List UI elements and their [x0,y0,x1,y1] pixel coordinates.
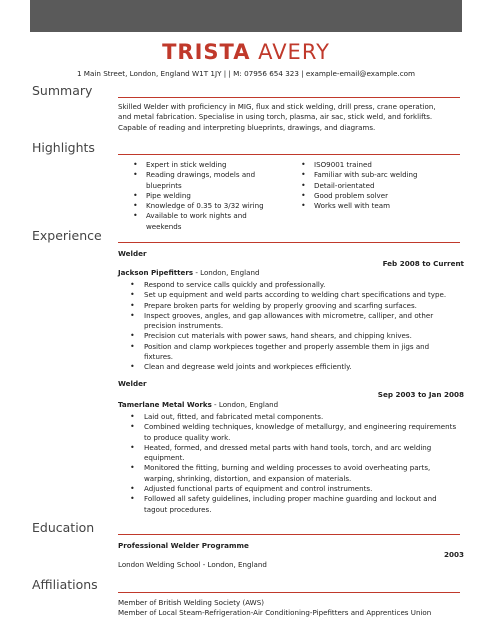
list-item: • Set up equipment and weld parts according to welding chart specifications and type. [118,290,460,300]
job-title: Welder [118,249,147,258]
contact-line: 1 Main Street, London, England W1T 1JY | | M: 07956 654 323 | example-email@example.com [76,69,416,78]
company-location: - London, England [193,268,260,277]
summary-rule [118,97,460,98]
affiliation-item: Member of British Welding Society (AWS) [118,598,264,607]
list-item: • Knowledge of 0.35 to 3/32 wiring [130,201,272,211]
list-item: • Prepare broken parts for welding by properly grooving and scarfing surfaces. [118,301,460,311]
summary-line: Skilled Welder with proficiency in MIG, flux and stick welding, drill press, crane operation, [118,102,436,111]
experience-rule [118,242,460,243]
education-program: Professional Welder Programme [118,541,249,550]
last-name: AVERY [258,40,330,64]
list-item: • Familiar with sub-arc welding [298,170,468,180]
job-dates: Feb 2008 to Current [382,259,464,268]
job-employer [118,400,278,409]
candidate-name [0,40,492,64]
education-school: London Welding School - London, England [118,560,267,569]
list-item: • Respond to service calls quickly and professionally. [118,280,460,290]
list-item: • Combined welding techniques, knowledge of metallurgy, and engineering requirements to produce quality work. [118,422,460,443]
highlights-left-list [130,160,272,232]
list-item: • Clean and degrease weld joints and workpieces efficiently. [118,362,460,372]
education-year: 2003 [443,550,464,559]
list-item: • Detail-orientated [298,181,468,191]
list-item: • Good problem solver [298,191,468,201]
summary-line: Capable of reading and interpreting blueprints, drawings, and diagrams. [118,122,376,132]
education-rule [118,534,460,535]
summary-line: and metal fabrication. Specialise in using torch, plasma, air sac, stick weld, and forklifts. [118,112,433,122]
list-item: • Works well with team [298,201,468,211]
list-item: • Pipe welding [130,191,272,201]
list-item: • Adjusted functional parts of equipment and control instruments. [118,484,460,494]
section-title-education: Education [32,520,95,535]
first-name: TRISTA [162,40,251,64]
list-item: • Inspect grooves, angles, and gap allowances with micrometre, calliper, and other precision instruments. [118,311,460,332]
list-item: • Laid out, fitted, and fabricated metal components. [118,412,460,422]
list-item: • Available to work nights and weekends [130,211,272,232]
job-duties-list [118,280,460,373]
list-item: • Expert in stick welding [130,160,272,170]
company-location: - London, England [211,400,279,409]
section-title-highlights: Highlights [32,140,95,155]
job-dates: Sep 2003 to Jan 2008 [377,390,464,399]
affiliation-item: Member of Local Steam-Refrigeration-Air Conditioning-Pipefitters and Apprentices Union [118,608,432,617]
company-name: Tamerlane Metal Works [118,400,212,409]
list-item: • ISO9001 trained [298,160,468,170]
affiliations-rule [118,592,460,593]
highlights-right-list [298,160,468,211]
list-item: • Reading drawings, models and blueprints [130,170,272,191]
section-title-experience: Experience [32,228,102,243]
section-title-summary: Summary [32,83,93,98]
job-title: Welder [118,379,147,388]
header-bar [30,0,462,32]
list-item: • Monitored the fitting, burning and welding processes to avoid overheating parts, warping, shrinking, distortion, and expansion of materials. [118,463,460,484]
list-item: • Followed all safety guidelines, including proper machine guarding and lockout and tagout procedures. [118,494,460,515]
section-title-affiliations: Affiliations [32,577,98,592]
list-item: • Heated, formed, and dressed metal parts with hand tools, torch, and arc welding equipment. [118,443,460,464]
job-duties-list [118,412,460,515]
summary-text [118,102,463,133]
company-name: Jackson Pipefitters [118,268,194,277]
highlights-rule [118,154,460,155]
list-item: • Position and clamp workpieces together and properly assemble them in jigs and fixtures. [118,342,460,363]
job-employer [118,268,259,277]
list-item: • Precision cut materials with power saws, hand shears, and chipping knives. [118,331,460,341]
